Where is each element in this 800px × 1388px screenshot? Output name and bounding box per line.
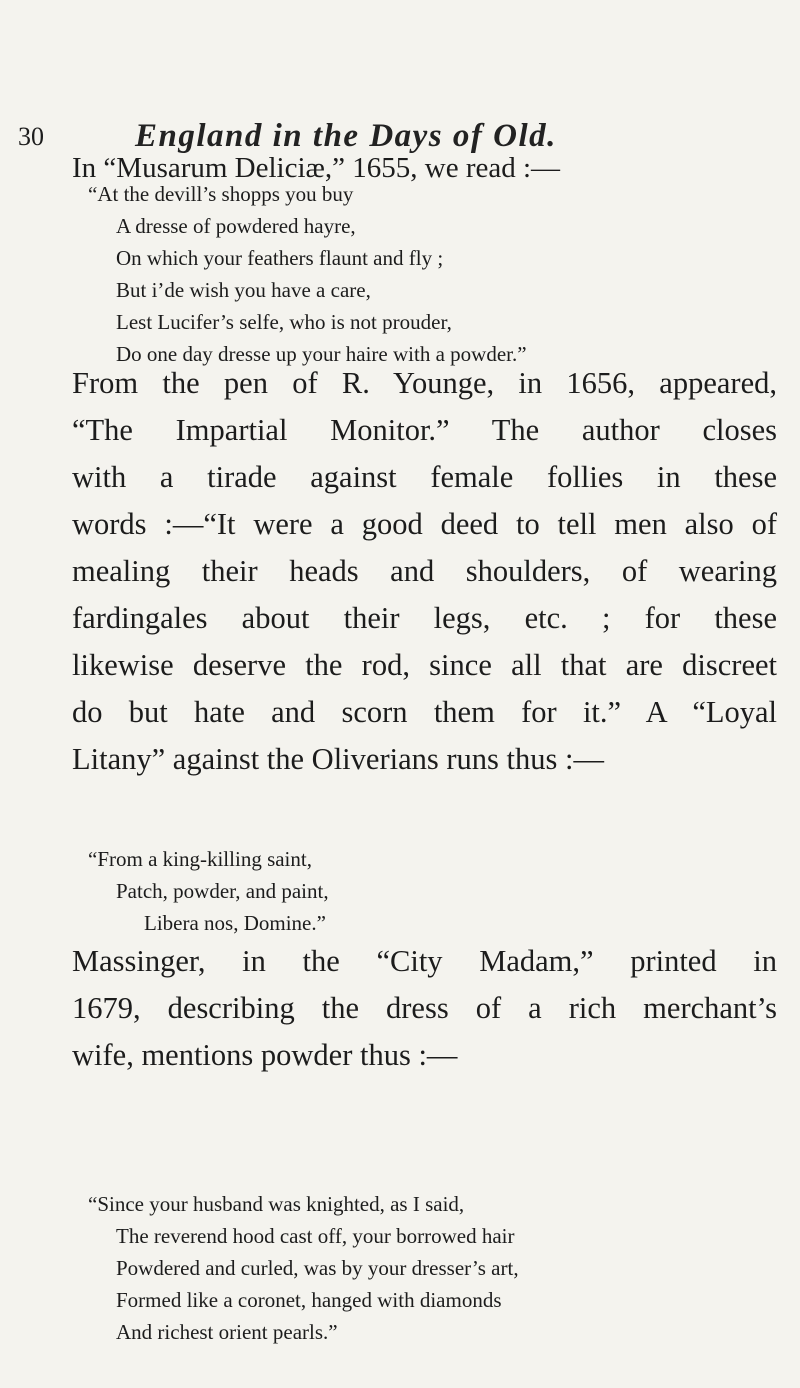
paragraph-line: “The Impartial Monitor.” The author closes xyxy=(72,413,777,447)
verse-line: “Since your husband was knighted, as I said, xyxy=(88,1192,465,1216)
paragraph-line: Massinger, in the “City Madam,” printed in xyxy=(72,944,777,978)
verse-line: And richest orient pearls.” xyxy=(116,1320,338,1344)
verse-line: Formed like a coronet, hanged with diamonds xyxy=(116,1288,502,1312)
verse-line: “At the devill’s shopps you buy xyxy=(88,182,354,206)
verse-line: The reverend hood cast off, your borrowed hair xyxy=(116,1224,515,1248)
running-title: England in the Days of Old. xyxy=(135,118,557,154)
paragraph-line: 1679, describing the dress of a rich merchant’s xyxy=(72,991,777,1025)
paragraph-line: likewise deserve the rod, since all that are discreet xyxy=(72,648,777,682)
verse-city-madam xyxy=(88,1188,519,1348)
paragraph-massinger xyxy=(72,938,777,1079)
verse-line: A dresse of powdered hayre, xyxy=(116,214,356,238)
paragraph-line: wife, mentions powder thus :— xyxy=(72,1038,458,1072)
paragraph-younge xyxy=(72,360,777,783)
verse-line: Do one day dresse up your haire with a powder.” xyxy=(116,342,527,366)
verse-line: “From a king-killing saint, xyxy=(88,847,312,871)
paragraph-line: words :—“It were a good deed to tell men also of xyxy=(72,507,777,541)
verse-line: Powdered and curled, was by your dresser’s art, xyxy=(116,1256,519,1280)
paragraph-line: with a tirade against female follies in these xyxy=(72,460,777,494)
intro-line: In “Musarum Deliciæ,” 1655, we read :— xyxy=(72,152,561,184)
paragraph-line: mealing their heads and shoulders, of wearing xyxy=(72,554,777,588)
verse-line: On which your feathers flaunt and fly ; xyxy=(116,246,444,270)
verse-line: Libera nos, Domine.” xyxy=(144,911,326,935)
verse-line: Patch, powder, and paint, xyxy=(116,879,329,903)
page-number: 30 xyxy=(18,122,44,151)
paragraph-line: fardingales about their legs, etc. ; for these xyxy=(72,601,777,635)
paragraph-line: do but hate and scorn them for it.” A “Loyal xyxy=(72,695,777,729)
paragraph-line: Litany” against the Oliverians runs thus :— xyxy=(72,742,604,776)
verse-line: But i’de wish you have a care, xyxy=(116,278,371,302)
verse-loyal-litany xyxy=(88,843,329,939)
verse-line: Lest Lucifer’s selfe, who is not prouder, xyxy=(116,310,452,334)
verse-musarum-deliciae xyxy=(88,178,527,370)
paragraph-line: From the pen of R. Younge, in 1656, appeared, xyxy=(72,366,777,400)
